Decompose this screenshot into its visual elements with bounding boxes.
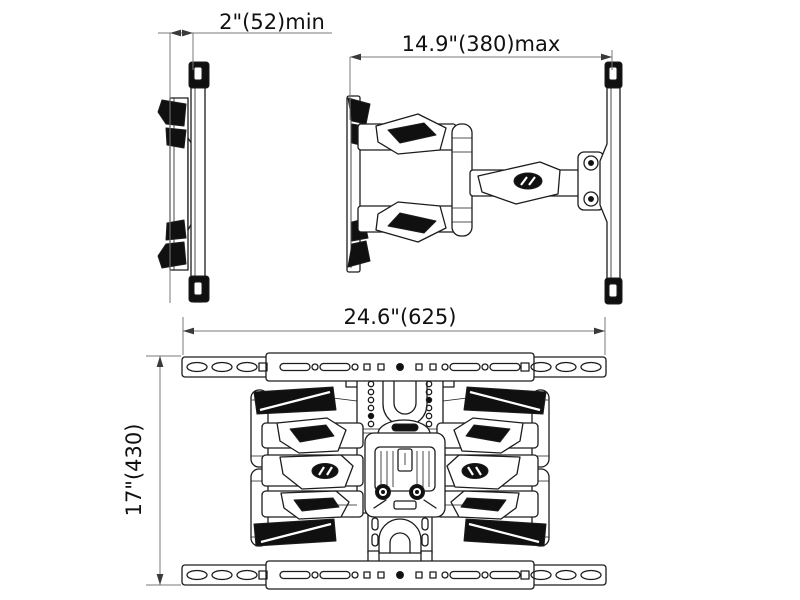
dimension-label-width: 24.6"(625) (343, 305, 457, 329)
dimension-label-wall-depth: 2"(52)min (219, 10, 325, 34)
vesa-rail-top (182, 353, 606, 381)
arm-assembly-right (437, 387, 549, 546)
extended-wall-plate (600, 68, 620, 302)
side-view-extended (347, 62, 622, 304)
dimension-label-height: 17"(430) (122, 423, 146, 517)
brand-logo-oval (312, 464, 338, 479)
center-plate (365, 420, 445, 517)
front-view (182, 353, 606, 589)
dimension-width (183, 305, 605, 355)
dimension-height (122, 356, 181, 585)
arm-assembly-left (251, 387, 363, 546)
folded-hook-top (158, 100, 186, 126)
folded-hook-bottom (158, 242, 186, 268)
side-view-folded (158, 62, 209, 302)
vesa-rail-bottom (182, 561, 606, 589)
folded-wall-plate (191, 66, 205, 302)
brand-logo-oval (514, 173, 542, 189)
extended-elbow-link (452, 124, 472, 236)
dimension-label-extension: 14.9"(380)max (401, 32, 561, 56)
dimension-extension (350, 32, 612, 120)
